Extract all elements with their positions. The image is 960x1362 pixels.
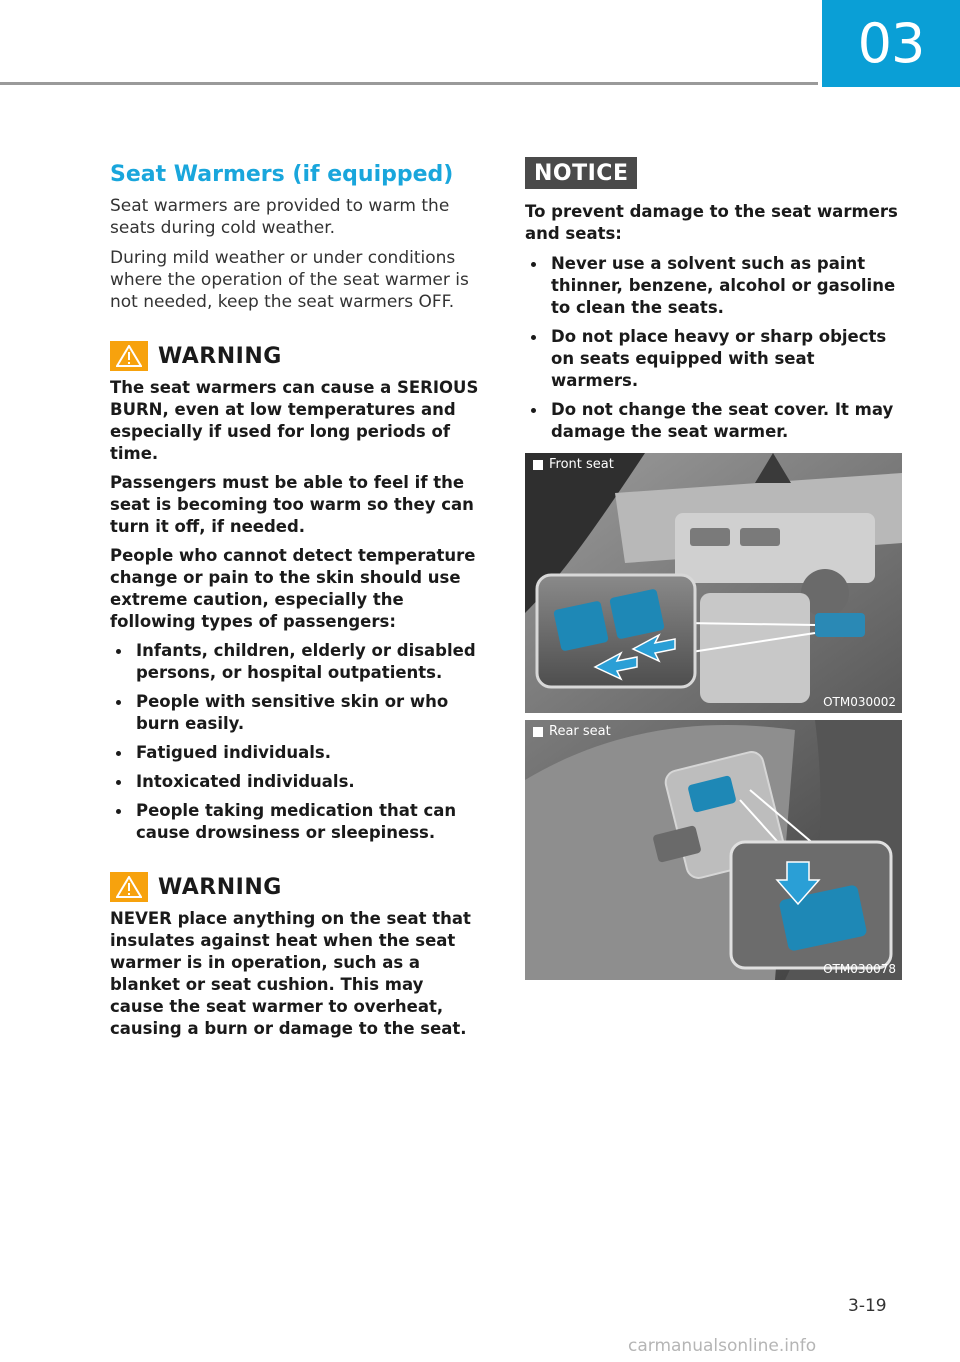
front-seat-figure [525,453,902,713]
warning-triangle-icon [110,872,148,902]
section-title: Seat Warmers (if equipped) [110,162,454,187]
watermark: carmanualsonline.info [628,1336,817,1356]
chapter-tab: 03 [822,0,960,87]
warning-header-1 [110,341,482,371]
list-item: People taking medication that can cause drowsiness or sleepiness. [110,800,482,844]
front-seat-label: Front seat [533,457,614,472]
list-item: Do not place heavy or sharp objects on seats equipped with seat warmers. [525,326,905,392]
page-number: 3-19 [848,1296,887,1316]
notice-badge: NOTICE [525,157,637,189]
rear-seat-figure [525,720,902,980]
warning1-bullet-list [110,640,482,844]
rear-seat-code: OTM030078 [823,962,896,976]
warning-title-2: WARNING [158,874,282,900]
rear-seat-label: Rear seat [533,724,611,739]
front-seat-illustration [525,453,902,713]
warning-header-2 [110,872,482,902]
warning-triangle-icon [110,341,148,371]
front-seat-code: OTM030002 [823,695,896,709]
rear-seat-illustration [525,720,902,980]
intro-paragraph-1: Seat warmers are provided to warm the seats during cold weather. [110,196,450,238]
warning2-text: NEVER place anything on the seat that insulates against heat when the seat warmer is in operation, such as a blanket or seat cushion. This may cause the seat warmer to overheat, causing a burn or damage to the seat. [110,909,471,1038]
warning1-paragraph-3: People who cannot detect temperature change or pain to the skin should use extreme caution, especially the following types of passengers: [110,546,476,631]
list-item: Do not change the seat cover. It may damage the seat warmer. [525,399,905,443]
warning1-paragraph-1: The seat warmers can cause a SERIOUS BURN, even at low temperatures and especially if used for long periods of time. [110,378,479,463]
header-rule [0,82,818,85]
warning-title-1: WARNING [158,343,282,369]
list-item: Fatigued individuals. [110,742,482,764]
list-item: Never use a solvent such as paint thinner, benzene, alcohol or gasoline to clean the seats. [525,253,905,319]
left-column [110,158,482,1047]
warning1-paragraph-2: Passengers must be able to feel if the seat is becoming too warm so they can turn it off, if needed. [110,473,474,536]
label-square-icon [533,727,543,737]
label-square-icon [533,460,543,470]
list-item: Infants, children, elderly or disabled persons, or hospital outpatients. [110,640,482,684]
intro-paragraph-2: During mild weather or under conditions where the operation of the seat warmer is not needed, keep the seat warmers OFF. [110,248,469,312]
list-item: People with sensitive skin or who burn easily. [110,691,482,735]
notice-lead: To prevent damage to the seat warmers and seats: [525,202,898,243]
list-item: Intoxicated individuals. [110,771,482,793]
right-column [525,157,905,980]
notice-bullet-list [525,253,905,443]
